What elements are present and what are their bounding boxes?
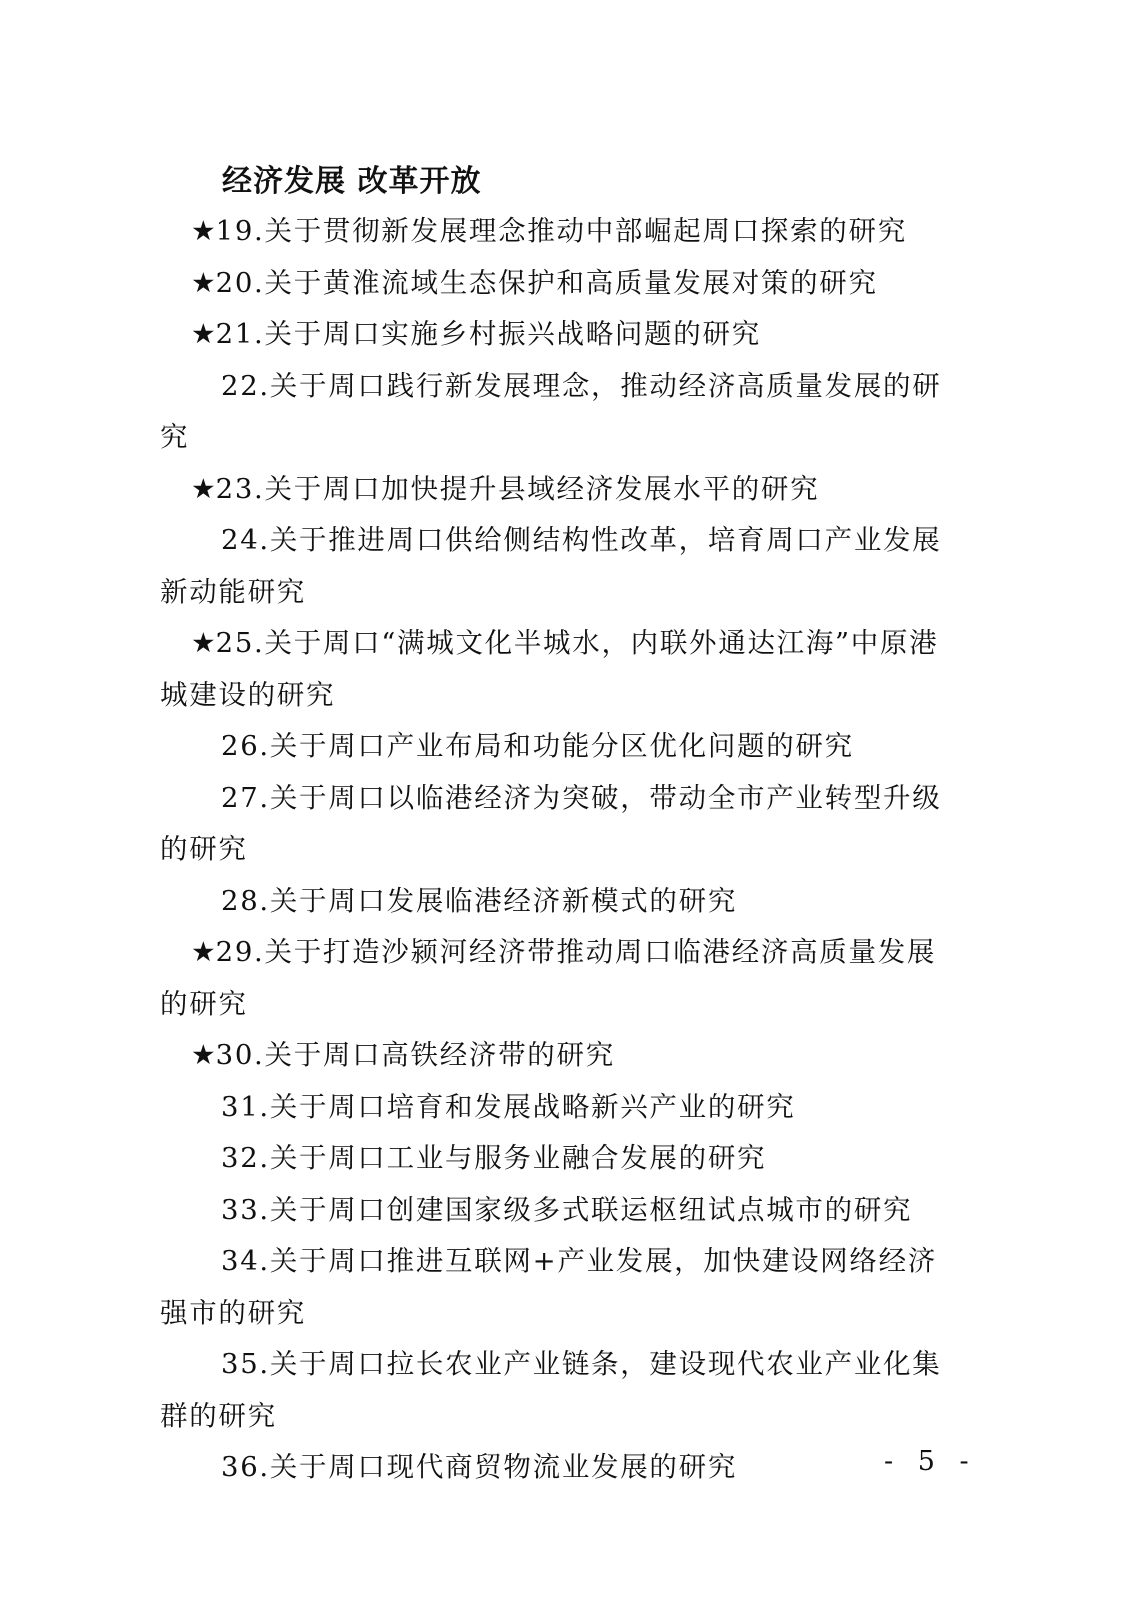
key-topic-star-icon: ★ [191, 627, 216, 659]
research-topic-item [160, 927, 960, 1030]
topic-text: 24.关于推进周口供给侧结构性改革，培育周口产业发展新动能研究 [160, 524, 942, 608]
topic-text: 32.关于周口工业与服务业融合发展的研究 [221, 1142, 767, 1174]
research-topic-item [160, 1133, 960, 1185]
topic-text: 28.关于周口发展临港经济新模式的研究 [221, 884, 738, 917]
topic-text: 19.关于贯彻新发展理念推动中部崛起周口探索的研究 [215, 215, 907, 247]
topic-text: 29.关于打造沙颍河经济带推动周口临港经济高质量发展的研究 [160, 936, 937, 1020]
research-topic-item [160, 1030, 960, 1082]
topic-text: 34.关于周口推进互联网+产业发展，加快建设网络经济强市的研究 [160, 1245, 937, 1329]
key-topic-star-icon: ★ [191, 472, 216, 505]
research-topic-list [160, 206, 960, 1494]
section-heading: 经济发展 改革开放 [222, 164, 482, 199]
key-topic-star-icon: ★ [191, 318, 216, 350]
page-number: - 5 - [884, 1446, 977, 1477]
research-topic-item [160, 1236, 960, 1339]
topic-text: 33.关于周口创建国家级多式联运枢纽试点城市的研究 [221, 1193, 913, 1226]
topic-text: 23.关于周口加快提升县域经济发展水平的研究 [215, 472, 820, 505]
topic-text: 30.关于周口高铁经济带的研究 [215, 1039, 615, 1071]
research-topic-item [160, 876, 960, 928]
topic-text: 25.关于周口“满城文化半城水，内联外通达江海”中原港城建设的研究 [160, 627, 939, 711]
topic-text: 35.关于周口拉长农业产业链条，建设现代农业产业化集群的研究 [160, 1348, 942, 1432]
research-topic-item [160, 464, 960, 516]
topic-text: 31.关于周口培育和发展战略新兴产业的研究 [221, 1090, 796, 1123]
research-topic-item [160, 309, 960, 361]
research-topic-item [160, 1185, 960, 1237]
topic-text: 22.关于周口践行新发展理念，推动经济高质量发展的研究 [160, 369, 942, 453]
research-topic-item [160, 1442, 960, 1494]
research-topic-item [160, 618, 960, 721]
research-topic-item [160, 206, 960, 258]
key-topic-star-icon: ★ [191, 936, 216, 968]
research-topic-item [160, 1339, 960, 1442]
research-topic-item [160, 773, 960, 876]
key-topic-star-icon: ★ [191, 266, 216, 299]
research-topic-item [160, 721, 960, 773]
key-topic-star-icon: ★ [191, 215, 216, 247]
research-topic-item [160, 258, 960, 310]
topic-text: 20.关于黄淮流域生态保护和高质量发展对策的研究 [215, 266, 878, 299]
topic-text: 21.关于周口实施乡村振兴战略问题的研究 [215, 318, 761, 350]
research-topic-item [160, 515, 960, 618]
topic-text: 27.关于周口以临港经济为突破，带动全市产业转型升级的研究 [160, 781, 942, 865]
key-topic-star-icon: ★ [191, 1039, 216, 1071]
topic-text: 26.关于周口产业布局和功能分区优化问题的研究 [221, 730, 854, 762]
research-topic-item [160, 1082, 960, 1134]
topic-text: 36.关于周口现代商贸物流业发展的研究 [221, 1451, 738, 1483]
research-topic-item [160, 361, 960, 464]
